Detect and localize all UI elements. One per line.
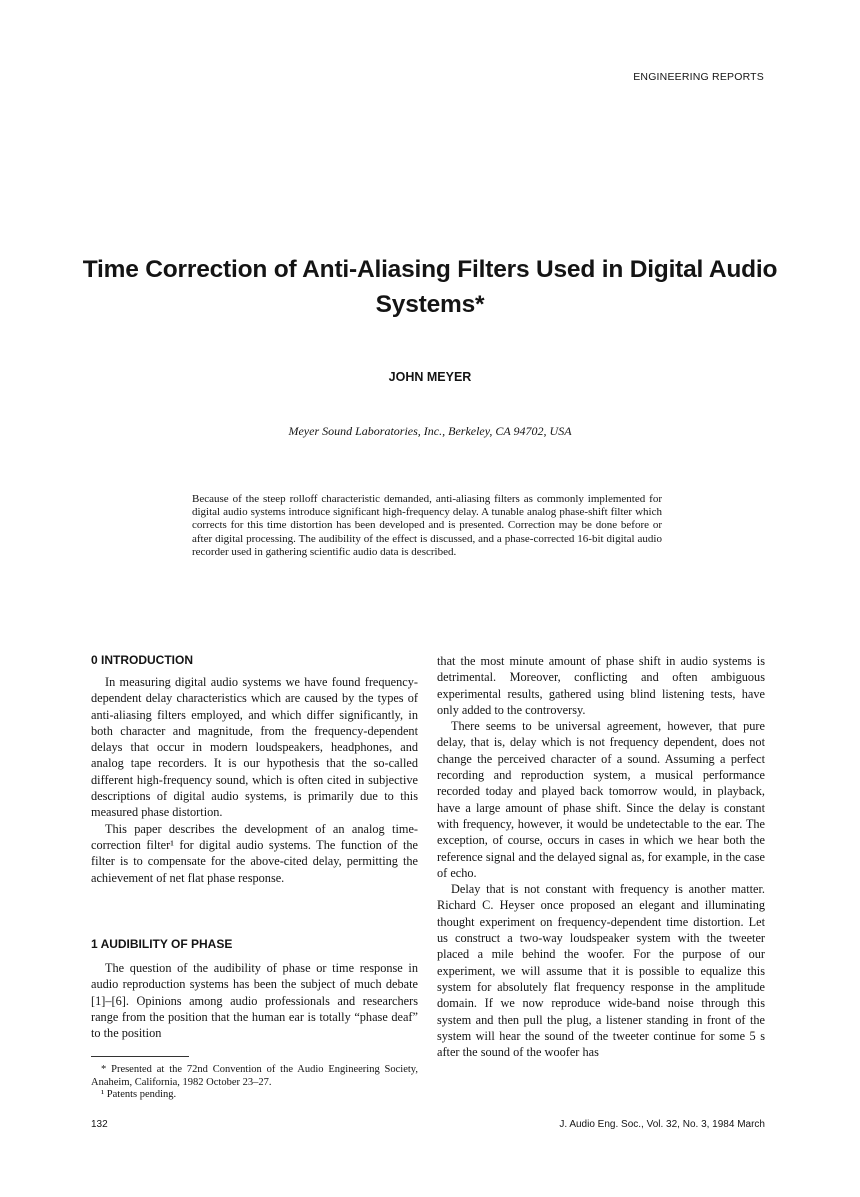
paragraph: In measuring digital audio systems we have found frequency-dependent delay characteristics which are caused by the types of anti-aliasing filters employed, and which differ significantly, in both character and magnitude, from the frequency-dependent delays that occur in modern loudspeakers, headphones, and analog tape recorders. It is our hypothesis that the so-called different high-frequency sound, which is often cited in subjective descriptions of digital audio systems, is primarily due to this measured phase distortion. <box>91 675 418 820</box>
footnote-divider <box>91 1056 189 1057</box>
running-head: ENGINEERING REPORTS <box>633 71 764 83</box>
page-number: 132 <box>91 1119 108 1130</box>
journal-citation: J. Audio Eng. Soc., Vol. 32, No. 3, 1984 March <box>559 1119 765 1130</box>
paper-title: Time Correction of Anti-Aliasing Filters Used in Digital Audio Systems* <box>82 256 778 318</box>
footnotes <box>91 1064 418 1102</box>
paragraph: This paper describes the development of an analog time-correction filter¹ for digital audio systems. The function of the filter is to compensate for the above-cited delay, permitting the achievement of net flat phase response. <box>91 821 418 885</box>
introduction-body <box>91 674 418 886</box>
audibility-body <box>91 960 418 1041</box>
footnote: * Presented at the 72nd Convention of the Audio Engineering Society, Anaheim, California, 1982 October 23–27. <box>91 1064 418 1088</box>
abstract: Because of the steep rolloff characteristic demanded, anti-aliasing filters as commonly implemented for digital audio systems introduce significant high-frequency delay. A tunable analog phase-shift filter which corrects for this time distortion has been developed and is presented. Correction may be done before or after digital processing. The audibility of the effect is discussed, and a phase-corrected 16-bit digital audio recorder used in gathering scientific audio data is described. <box>192 493 662 558</box>
paragraph: Delay that is not constant with frequency is another matter. Richard C. Heyser once proposed an elegant and illuminating thought experiment on frequency-dependent time distortion. Let us construct a two-way loudspeaker system with the tweeter placed a mile behind the woofer. For the purpose of our experiment, we will assume that it is possible to equalize this system for absolutely flat frequency response in the amplitude domain. If we now reproduce wide-band noise through this system and then pull the plug, a listener standing in front of the system will hear the sound of the tweeter continue for some 5 s after the sound of the woofer has <box>437 882 765 1060</box>
paragraph: There seems to be universal agreement, however, that pure delay, that is, delay which is not frequency dependent, does not change the perceived character of a sound. Assuming a perfect recording and reproduction system, a musical performance recorded today and played back tomorrow would, in playback, have a large amount of phase shift. Since the delay is constant with frequency, however, it would be undetectable to the ear. The exception, of course, occurs in cases in which we hear both the reference signal and the delayed signal as, for example, in the case of echo. <box>437 719 765 880</box>
section-heading-audibility: 1 AUDIBILITY OF PHASE <box>91 937 233 951</box>
author-name: JOHN MEYER <box>388 370 472 384</box>
paragraph: The question of the audibility of phase or time response in audio reproduction systems has been the subject of much debate [1]–[6]. Opinions among audio professionals and researchers range from the position that the human ear is totally “phase deaf” to the position <box>91 961 418 1041</box>
footnote: ¹ Patents pending. <box>101 1089 177 1101</box>
section-heading-introduction: 0 INTRODUCTION <box>91 653 193 667</box>
paragraph: that the most minute amount of phase shift in audio systems is detrimental. Moreover, conflicting and often ambiguous experimental results, gathered using blind listening tests, have only added to the controversy. <box>437 654 765 717</box>
right-column-body <box>437 653 765 1060</box>
author-affiliation: Meyer Sound Laboratories, Inc., Berkeley, CA 94702, USA <box>288 424 572 438</box>
